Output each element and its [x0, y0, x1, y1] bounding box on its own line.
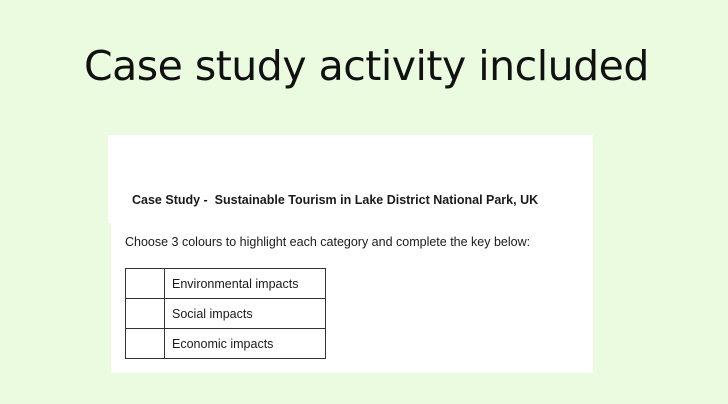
- case-study-heading: Case Study - Sustainable Tourism in Lake District National Park, UK: [132, 193, 539, 207]
- key-label-social: Social impacts: [165, 299, 326, 329]
- instructions-text: Choose 3 colours to highlight each category and complete the key below:: [125, 235, 531, 249]
- key-row-social: [126, 299, 326, 329]
- key-label-environmental: Environmental impacts: [165, 269, 326, 299]
- colour-swatch-cell: [126, 269, 165, 299]
- slide-title: Case study activity included: [84, 42, 649, 90]
- document-edge: [108, 223, 111, 373]
- case-study-document: [108, 135, 593, 373]
- key-label-economic: Economic impacts: [165, 329, 326, 359]
- key-row-economic: [126, 329, 326, 359]
- colour-key-table: [125, 268, 326, 359]
- colour-swatch-cell: [126, 299, 165, 329]
- key-row-environmental: [126, 269, 326, 299]
- colour-swatch-cell: [126, 329, 165, 359]
